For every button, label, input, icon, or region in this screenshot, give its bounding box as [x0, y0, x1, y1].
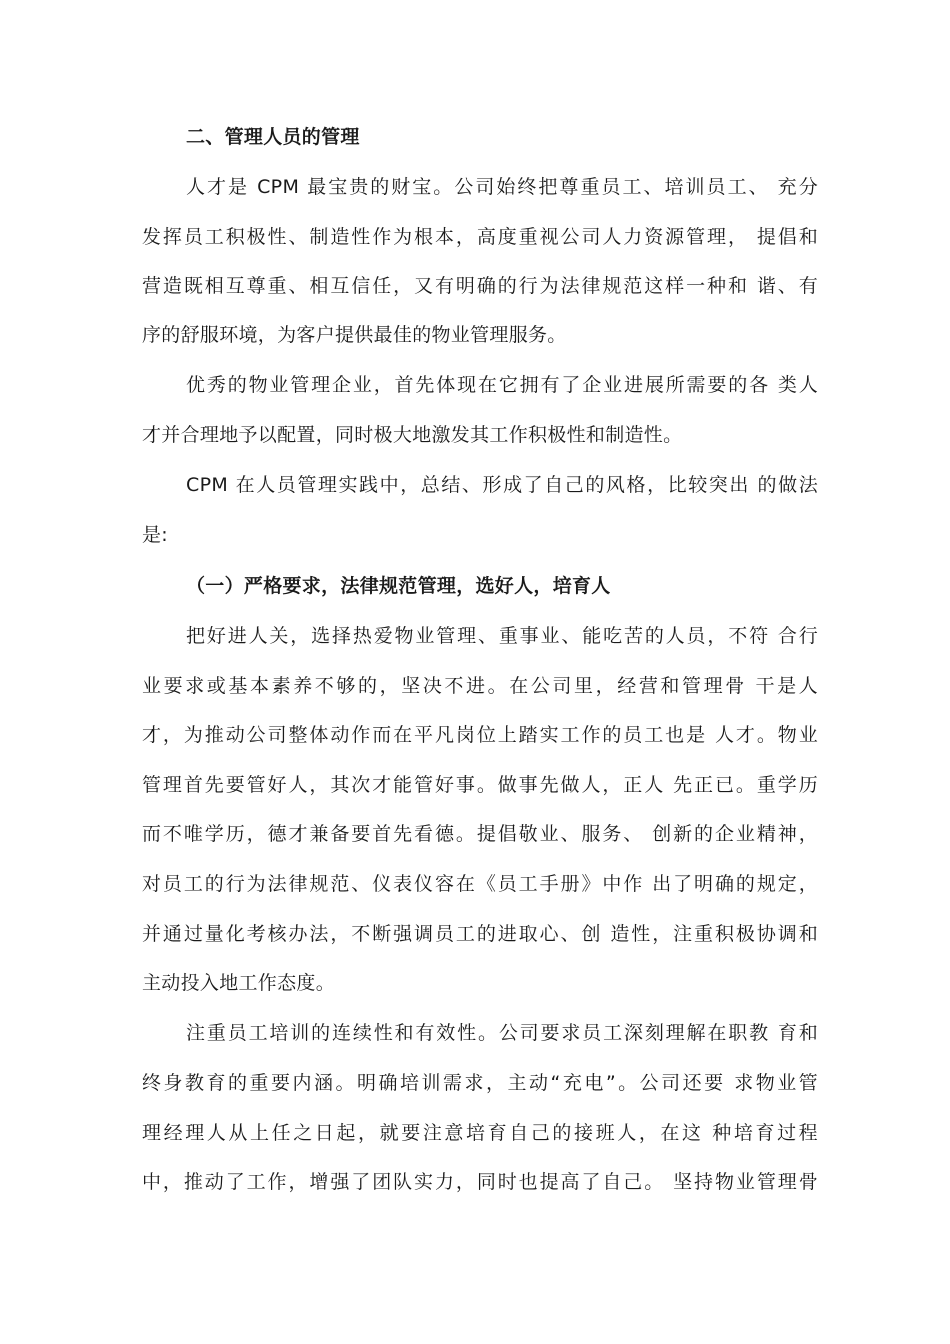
- paragraph-line: CPM 在人员管理实践中，总结、形成了自己的风格，比较突出 的做法: [186, 474, 818, 496]
- paragraph-line: 人才是 CPM 最宝贵的财宝。公司始终把尊重员工、培训员工、 充分: [186, 176, 818, 198]
- paragraph-line: 中，推动了工作，增强了团队实力，同时也提高了自己。 坚持物业管理骨: [142, 1171, 818, 1193]
- paragraph-line: 并通过量化考核办法，不断强调员工的进取心、创 造性，注重积极协调和: [142, 923, 818, 945]
- paragraph-line: 才，为推动公司整体动作而在平凡岗位上踏实工作的员工也是 人才。物业: [142, 724, 818, 746]
- paragraph-line: 对员工的行为法律规范、仪表仪容在《员工手册》中作 出了明确的规定，: [142, 873, 818, 895]
- paragraph-line: 优秀的物业管理企业，首先体现在它拥有了企业进展所需要的各 类人: [186, 374, 818, 396]
- paragraph-line: 才并合理地予以配置，同时极大地激发其工作积极性和制造性。: [142, 424, 683, 446]
- paragraph-line: 营造既相互尊重、相互信任，又有明确的行为法律规范这样一种和 谐、有: [142, 275, 818, 297]
- subheading: （一）严格要求，法律规范管理，选好人，培育人: [186, 575, 611, 597]
- paragraph-line: 发挥员工积极性、制造性作为根本，高度重视公司人力资源管理， 提倡和: [142, 226, 818, 248]
- paragraph-line: 而不唯学历，德才兼备要首先看德。提倡敬业、服务、 创新的企业精神，: [142, 823, 818, 845]
- section-heading: 二、管理人员的管理: [186, 126, 360, 148]
- paragraph-line: 把好进人关，选择热爱物业管理、重事业、能吃苦的人员，不符 合行: [186, 625, 818, 647]
- paragraph-line: 主动投入地工作态度。: [142, 972, 336, 994]
- paragraph-line: 是:: [142, 524, 169, 546]
- paragraph-line: 终身教育的重要内涵。明确培训需求，主动“充电”。公司还要 求物业管: [142, 1072, 818, 1094]
- paragraph-line: 理经理人从上任之日起，就要注意培育自己的接班人，在这 种培育过程: [142, 1122, 818, 1144]
- paragraph-line: 管理首先要管好人，其次才能管好事。做事先做人，正人 先正已。重学历: [142, 774, 818, 796]
- paragraph-line: 业要求或基本素养不够的，坚决不进。在公司里，经营和管理骨 干是人: [142, 675, 818, 697]
- paragraph-line: 注重员工培训的连续性和有效性。公司要求员工深刻理解在职教 育和: [186, 1022, 818, 1044]
- paragraph-line: 序的舒服环境，为客户提供最佳的物业管理服务。: [142, 324, 567, 346]
